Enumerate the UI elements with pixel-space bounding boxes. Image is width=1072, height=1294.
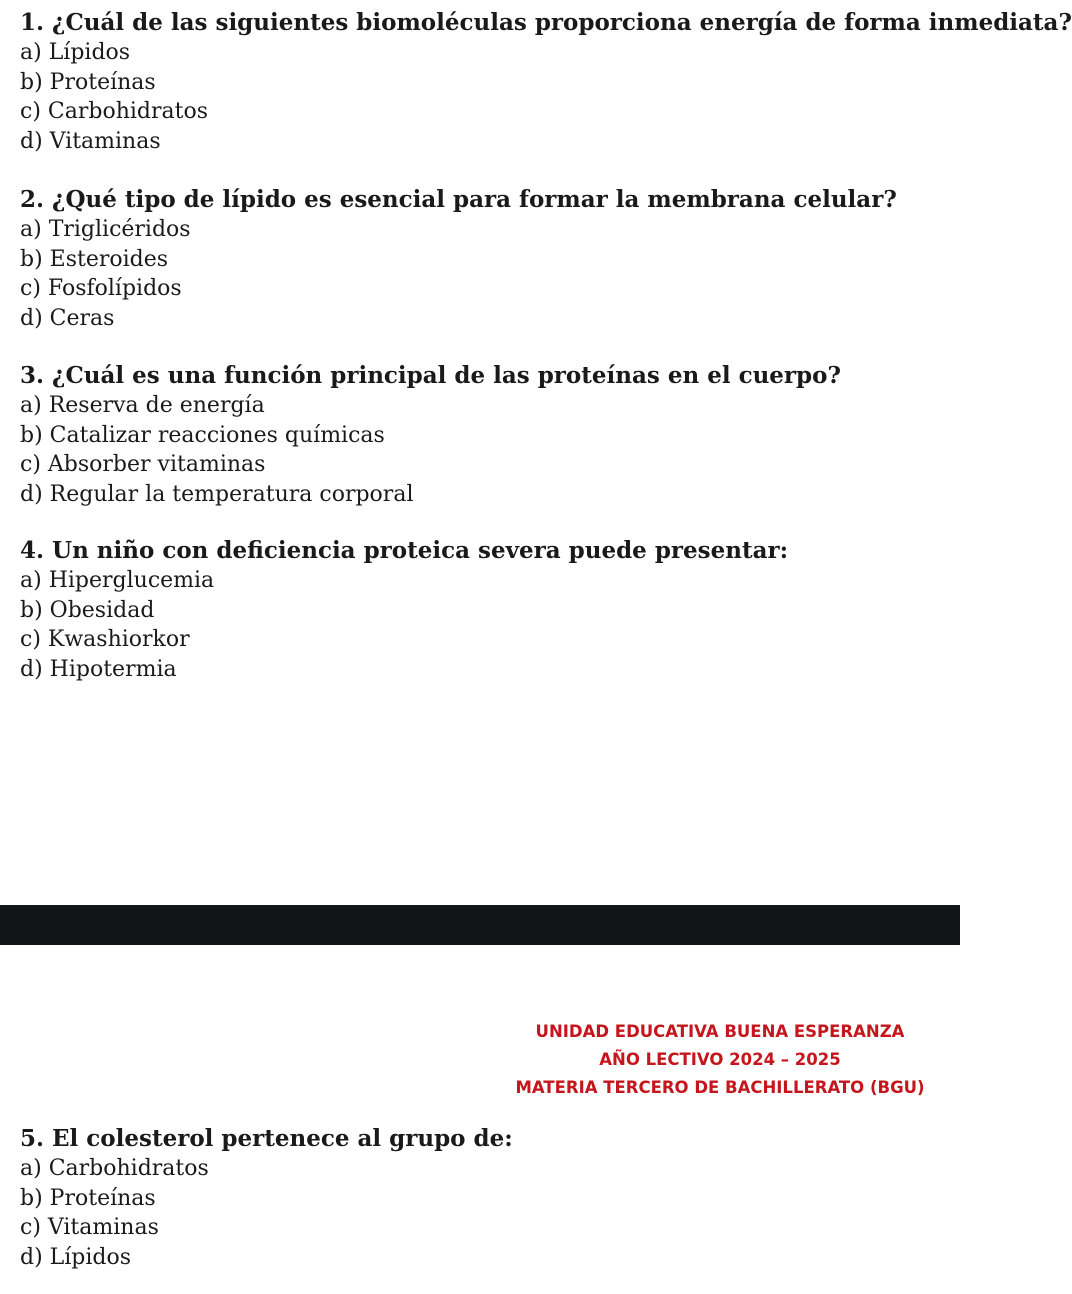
option-a: a) Carbohidratos: [20, 1156, 209, 1181]
option-c: c) Kwashiorkor: [20, 627, 190, 652]
option-d: d) Ceras: [20, 305, 115, 331]
option-d: d) Hipotermia: [20, 656, 177, 682]
page-divider: [0, 905, 960, 945]
question-block-1: [20, 8, 1072, 156]
option-a: a) Lípidos: [20, 40, 131, 65]
option-b: b) Proteínas: [20, 1185, 156, 1211]
option-b: b) Proteínas: [20, 69, 156, 95]
question-title: 5. El colesterol pertenece al grupo de:: [20, 1125, 513, 1152]
school-header: [500, 1018, 940, 1102]
option-b: b) Obesidad: [20, 597, 155, 623]
option-a: a) Reserva de energía: [20, 393, 265, 418]
question-title: 4. Un niño con deficiencia proteica severa puede presentar:: [20, 537, 789, 564]
option-d: d) Lípidos: [20, 1244, 132, 1270]
option-c: c) Carbohidratos: [20, 99, 208, 124]
school-year: AÑO LECTIVO 2024 – 2025: [599, 1050, 841, 1069]
option-c: c) Absorber vitaminas: [20, 452, 266, 477]
question-block-2: [20, 185, 960, 333]
option-c: c) Fosfolípidos: [20, 276, 182, 301]
option-b: b) Esteroides: [20, 246, 169, 272]
question-title: 2. ¿Qué tipo de lípido es esencial para formar la membrana celular?: [20, 186, 897, 213]
question-block-5: [20, 1124, 960, 1272]
school-name: UNIDAD EDUCATIVA BUENA ESPERANZA: [535, 1022, 905, 1041]
subject-title: MATERIA TERCERO DE BACHILLERATO (BGU): [515, 1078, 925, 1097]
question-block-4: [20, 536, 960, 684]
question-title: 3. ¿Cuál es una función principal de las proteínas en el cuerpo?: [20, 362, 841, 389]
option-d: d) Vitaminas: [20, 128, 161, 154]
option-b: b) Catalizar reacciones químicas: [20, 422, 385, 448]
option-c: c) Vitaminas: [20, 1215, 159, 1240]
option-a: a) Hiperglucemia: [20, 568, 215, 593]
option-d: d) Regular la temperatura corporal: [20, 481, 414, 507]
question-block-3: [20, 361, 960, 509]
option-a: a) Triglicéridos: [20, 217, 191, 242]
question-title: 1. ¿Cuál de las siguientes biomoléculas proporciona energía de forma inmediata?: [20, 9, 1072, 36]
